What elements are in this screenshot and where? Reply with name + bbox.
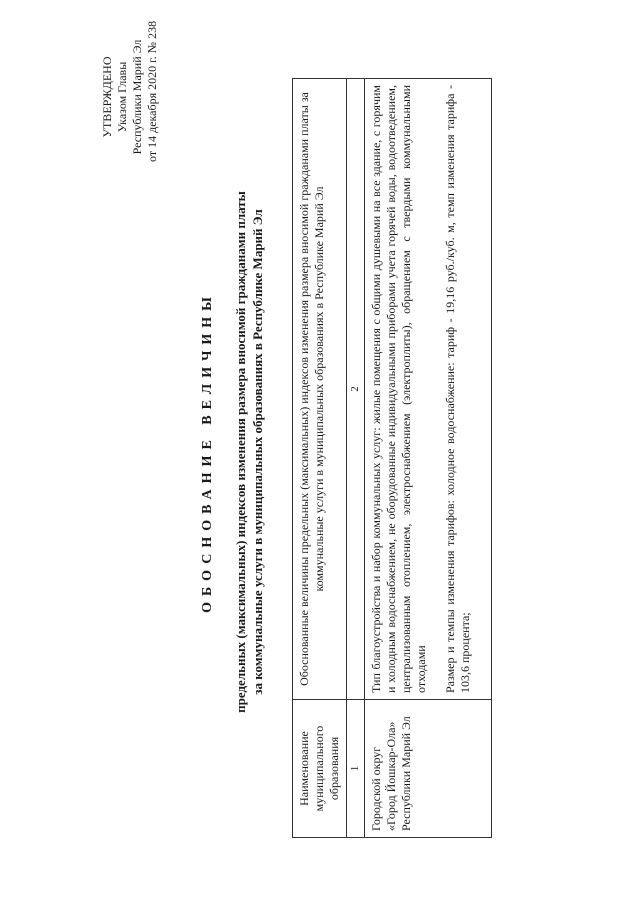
utilities-type-paragraph: Тип благоустройства и набор коммунальных услуг: жилые помещения с общими душевыми на все здание, с горячим и холодным водоснабжением, не оборудованные индивидуальными приборами учета горячей воды, водоотведением, централизованным отоплением, электроснабжением (электроплиты), обращением с твердыми коммунальными отходами [369, 85, 428, 693]
subtitle-line-1: предельных (максимальных) индексов изменения размера вносимой гражданами платы [233, 191, 248, 713]
header-indices: Обоснованные величины предельных (максимальных) индексов изменения размера вносимой гражданами платы за коммунальные услуги в муниципальных образованиях в Республике Марий Эл [293, 79, 347, 700]
indices-table [292, 78, 492, 838]
municipality-line-2: «Город Йошкар-Ола» [384, 721, 398, 831]
municipality-name [365, 700, 492, 838]
approval-line-decree: Указом Главы [115, 61, 129, 133]
column-number-1: 1 [347, 700, 365, 838]
approval-line-republic: Республики Марий Эл [130, 39, 144, 155]
indices-description [365, 79, 492, 700]
approval-stamp [100, 20, 160, 162]
municipality-line-3: Республики Марий Эл [399, 716, 413, 831]
table-header-row [293, 79, 347, 838]
municipality-line-1: Городской округ [369, 746, 383, 831]
document-subtitle [232, 60, 266, 844]
column-number-2: 2 [347, 79, 365, 700]
header-municipality: Наименование муниципального образования [293, 700, 347, 838]
column-number-row [347, 79, 365, 838]
document-title: ОБОСНОВАНИЕ ВЕЛИЧИНЫ [200, 291, 215, 613]
tariff-paragraph: Размер и темпы изменения тарифов: холодное водоснабжение: тариф - 19,16 руб./куб. м, темп изменения тарифа - 103,6 процента; [443, 85, 472, 693]
approval-line-date: от 14 декабря 2020 г. № 238 [145, 20, 159, 162]
approval-line-approved: УТВЕРЖДЕНО [100, 56, 114, 138]
table-row [365, 79, 492, 838]
subtitle-line-2: за коммунальные услуги в муниципальных образованиях в Республике Марий Эл [250, 209, 265, 695]
